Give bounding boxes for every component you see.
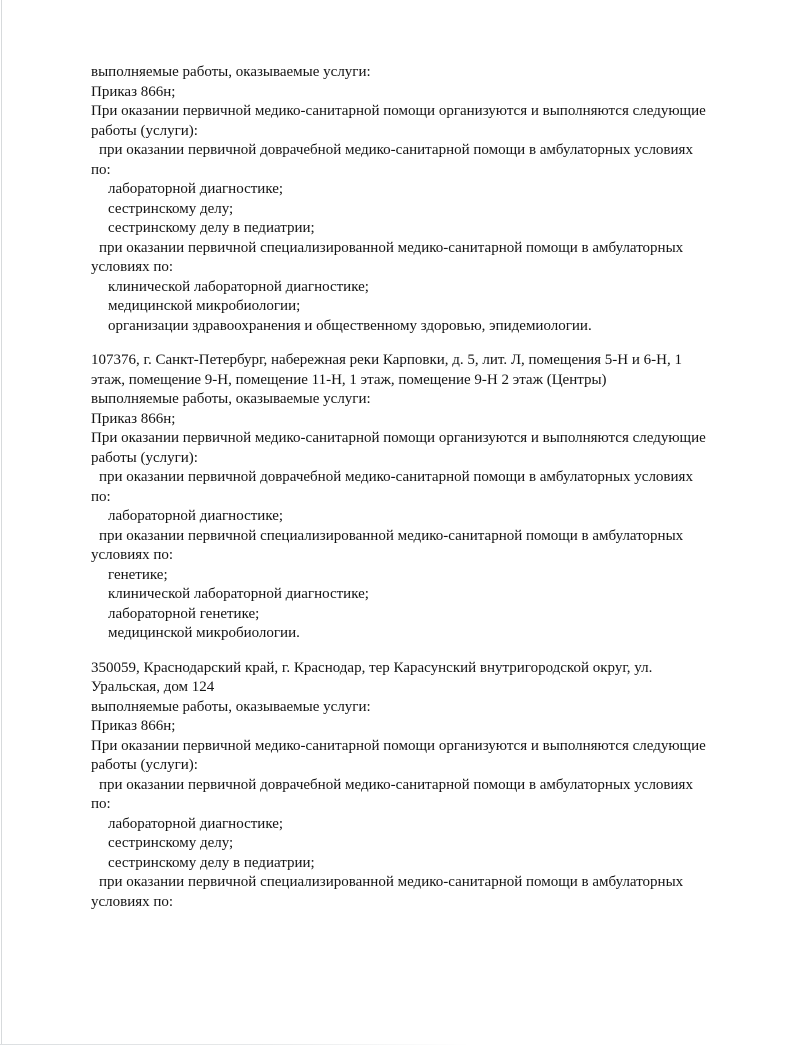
text-line: При оказании первичной медико-санитарной помощи организуются и выполняются следующие bbox=[91, 430, 706, 446]
text-line: Уральская, дом 124 bbox=[91, 679, 215, 695]
text-line: при оказании первичной доврачебной медико-санитарной помощи в амбулаторных условиях bbox=[99, 776, 693, 793]
text-line: медицинской микробиологии; bbox=[108, 298, 301, 314]
license-section bbox=[91, 659, 746, 913]
text-line: по: bbox=[91, 796, 111, 812]
text-line: при оказании первичной доврачебной медико-санитарной помощи в амбулаторных условиях bbox=[99, 469, 693, 485]
text-line: выполняемые работы, оказываемые услуги: bbox=[91, 391, 371, 407]
text-line: Приказ 866н; bbox=[91, 718, 176, 734]
text-line: лабораторной генетике; bbox=[108, 605, 260, 622]
text-line: при оказании первичной специализированной медико-санитарной помощи в амбулаторных bbox=[99, 239, 684, 256]
text-line: по: bbox=[91, 488, 111, 505]
text-line: 350059, Краснодарский край, г. Краснодар, тер Карасунский внутригородской округ, ул. bbox=[91, 659, 653, 676]
page-left-edge-line bbox=[1, 0, 2, 1044]
text-line: сестринскому делу; bbox=[108, 200, 234, 217]
page-bottom-edge-line bbox=[0, 1044, 470, 1045]
text-line: лабораторной диагностике; bbox=[108, 181, 284, 197]
text-line: медицинской микробиологии. bbox=[108, 625, 300, 641]
text-line: генетике; bbox=[108, 566, 168, 583]
text-line: условиях по: bbox=[91, 893, 174, 910]
text-line: сестринскому делу в педиатрии; bbox=[108, 220, 315, 236]
text-line: лабораторной диагностике; bbox=[108, 815, 284, 832]
text-line: клинической лабораторной диагностике; bbox=[108, 586, 369, 602]
text-line: при оказании первичной специализированной медико-санитарной помощи в амбулаторных bbox=[99, 527, 684, 544]
text-line: Приказ 866н; bbox=[91, 410, 176, 427]
text-line: 107376, г. Санкт-Петербург, набережная реки Карповки, д. 5, лит. Л, помещения 5-Н и 6-Н, 1 bbox=[91, 352, 682, 368]
license-section bbox=[91, 63, 746, 336]
text-line: организации здравоохранения и общественному здоровью, эпидемиологии. bbox=[108, 317, 592, 334]
text-line: лабораторной диагностике; bbox=[108, 508, 284, 524]
text-line: при оказании первичной доврачебной медико-санитарной помощи в амбулаторных условиях bbox=[99, 142, 693, 158]
text-line: этаж, помещение 9-Н, помещение 11-Н, 1 этаж, помещение 9-Н 2 этаж (Центры) bbox=[91, 371, 607, 388]
text-line: При оказании первичной медико-санитарной помощи организуются и выполняются следующие bbox=[91, 103, 706, 119]
text-line: выполняемые работы, оказываемые услуги: bbox=[91, 64, 371, 80]
text-line: сестринскому делу в педиатрии; bbox=[108, 854, 315, 871]
text-line: При оказании первичной медико-санитарной помощи организуются и выполняются следующие bbox=[91, 737, 706, 754]
text-line: при оказании первичной специализированной медико-санитарной помощи в амбулаторных bbox=[99, 874, 684, 890]
text-line: Приказ 866н; bbox=[91, 83, 176, 100]
text-line: клинической лабораторной диагностике; bbox=[108, 278, 369, 295]
text-line: по: bbox=[91, 161, 111, 178]
text-line: работы (услуги): bbox=[91, 122, 198, 139]
text-line: работы (услуги): bbox=[91, 449, 198, 466]
text-line: условиях по: bbox=[91, 547, 174, 563]
license-services-text bbox=[91, 63, 746, 912]
text-line: выполняемые работы, оказываемые услуги: bbox=[91, 698, 371, 715]
text-line: сестринскому делу; bbox=[108, 835, 234, 851]
license-section bbox=[91, 351, 746, 644]
text-line: работы (услуги): bbox=[91, 757, 198, 773]
text-line: условиях по: bbox=[91, 259, 174, 275]
